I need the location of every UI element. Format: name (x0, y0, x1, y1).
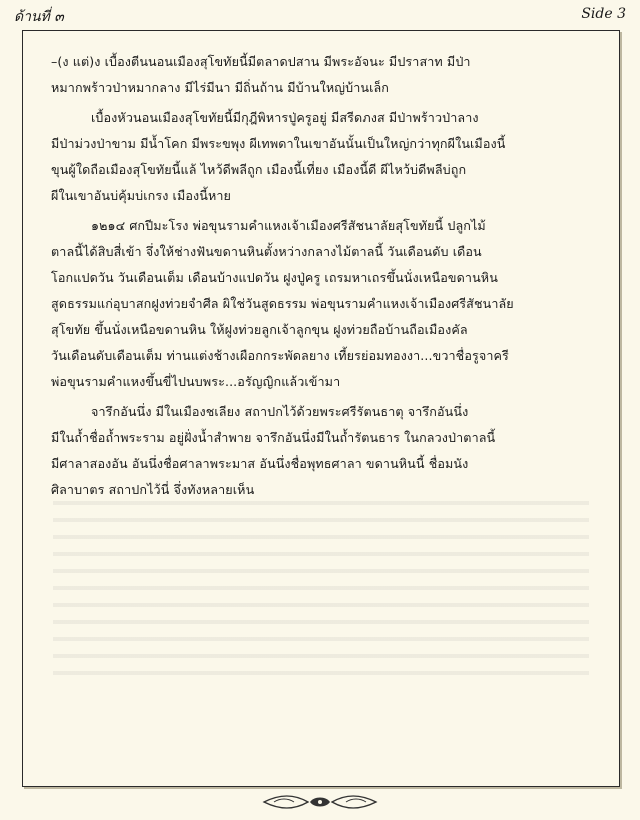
text-line: วันเดือนดับเดือนเต็ม ท่านแต่งช้างเผือกกระพัดลยาง เที้ยรย่อมทองงา...ขวาชื่อรูจาครี (51, 348, 509, 363)
text-line: มีศาลาสองอัน อันนึ่งชื่อศาลาพระมาส อันนึ่งชื่อพุทธศาลา ขดานหินนี้ ชื่อมนัง (51, 456, 469, 471)
text-line: ตาลนี้ได้สิบสี่เข้า จึ่งให้ช่างฟันขดานหินตั้งหว่างกลางไม้ตาลนี้ วันเดือนดับ เดือน (51, 244, 482, 259)
inscription-text (51, 49, 595, 507)
text-line: ขุนผู้ใดถือเมืองสุโขทัยนี้แล้ ไหว้ดีพลีถูก เมืองนี้เที่ยง เมืองนี้ดี ผีไหว้บ่ดีพลีบ่ถูก (51, 162, 467, 177)
thai-side-label: ด้านที่ ๓ (14, 9, 64, 25)
text-line: มีป่าม่วงป่าขาม มีน้ำโคก มีพระขพุง ผีเทพดาในเขาอันนั้นเป็นใหญ่กว่าทุกผีในเมืองนี้ (51, 136, 506, 151)
page-frame (22, 30, 620, 787)
text-line: ๑๒๑๔ ศกปีมะโรง พ่อขุนรามคำแหงเจ้าเมืองศรีสัชนาลัยสุโขทัยนี้ ปลูกไม้ (91, 218, 486, 233)
text-line: สุโขทัย ขึ้นนั่งเหนือขดานหิน ให้ฝูงท่วยลูกเจ้าลูกขุน ฝูงท่วยถือบ้านถือเมืองคัล (51, 322, 468, 337)
text-line: มีในถ้ำชื่อถ้ำพระราม อยู่ฝั่งน้ำสำพาย จารึกอันนึ่งมีในถ้ำรัตนธาร ในกลวงป่าตาลนี้ (51, 430, 496, 445)
faded-background-text (53, 501, 589, 681)
text-line: –(ง แต่)ง เบื้องตีนนอนเมืองสุโขทัยนี้มีตลาดปสาน มีพระอัจนะ มีปราสาท มีป่า (51, 54, 471, 69)
text-line: ศิลาบาตร สถาปกไว้นี่ จึ่งทังหลายเห็น (51, 482, 255, 497)
text-line: พ่อขุนรามคำแหงขึ้นขี่ไปนบพระ...อรัญญิกแล้วเข้ามา (51, 374, 341, 389)
paragraph-2 (51, 105, 595, 209)
text-line: ผีในเขาอันบ่คุ้มบ่เกรง เมืองนี้หาย (51, 188, 232, 203)
text-line: จารึกอันนึ่ง มีในเมืองชเลียง สถาปกไว้ด้วยพระศรีรัตนธาตุ จารึกอันนึ่ง (91, 404, 469, 419)
page-header (0, 0, 640, 30)
paragraph-1 (51, 49, 595, 101)
paragraph-4 (51, 399, 595, 503)
footer-ornament-icon (260, 792, 380, 812)
paragraph-3 (51, 213, 595, 395)
text-line: สูดธรรมแก่อุบาสกฝูงท่วยจำศีล ผิใช่วันสูดธรรม พ่อขุนรามคำแหงเจ้าเมืองศรีสัชนาลัย (51, 296, 514, 311)
text-line: หมากพร้าวป่าหมากลาง มีไร่มีนา มีถิ่นถ้าน มีบ้านใหญ่บ้านเล็ก (51, 80, 390, 95)
text-line: เบื้องหัวนอนเมืองสุโขทัยนี้มีกุฎีพิหารปู่ครูอยู่ มีสรีดภงส มีป่าพร้าวป่าลาง (91, 110, 479, 125)
text-line: โอกแปดวัน วันเดือนเต็ม เดือนบ้างแปดวัน ฝูงปู่ครู เถรมหาเถรขึ้นนั่งเหนือขดานหิน (51, 270, 498, 285)
english-side-label: Side 3 (581, 6, 626, 22)
